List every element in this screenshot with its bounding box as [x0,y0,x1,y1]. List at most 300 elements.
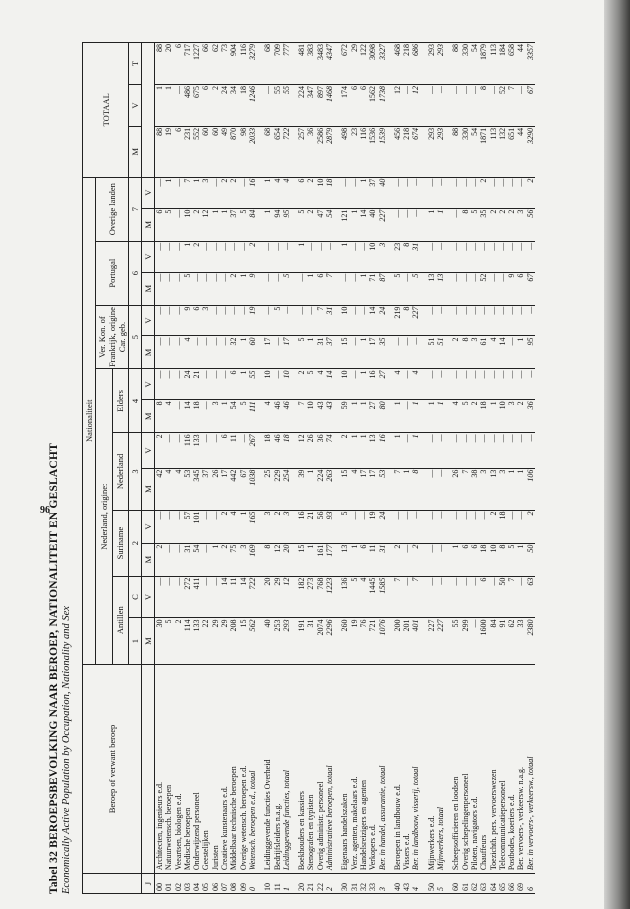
table-cell: 5 [183,272,192,305]
table-row [461,43,470,894]
table-cell: 10 [340,305,349,336]
table-cell: 10 [306,400,315,433]
table-cell: 32 [229,336,238,369]
sex-label: M [142,208,155,241]
occupation-label: Architecten, ingenieurs e.d. [155,664,165,873]
table-cell: 3483 [316,43,325,85]
table-cell: — [297,272,306,305]
table-cell: 106 [526,468,535,510]
table-cell: 1 [340,241,349,272]
occupation-label: Beroepen in landbouw e.d. [393,664,402,873]
table-row [316,43,325,894]
table-cell: 2586 [316,126,325,177]
table-cell: 54 [470,43,479,85]
table-cell: 29 [211,618,220,664]
table-cell: 6 [174,43,183,85]
occupation-code: 09 [239,874,248,894]
table-cell: — [263,241,272,272]
table-cell: 1 [402,468,411,510]
table-cell: 8 [461,336,470,369]
table-row [220,43,229,894]
table-cell: 4347 [325,43,334,85]
table-cell: — [470,85,479,127]
table-cell: 1 [451,543,460,576]
table-cell: 68 [263,43,272,85]
table-cell: 17 [263,336,272,369]
occupation-code: 01 [164,874,173,894]
occupation-code: 60 [451,874,460,894]
sex-label: V [142,433,155,468]
table-cell: 9 [183,305,192,336]
table-cell: 76 [359,618,368,664]
table-cell: 1 [516,543,525,576]
occupation-code: 5 [436,874,445,894]
occupation-code: 30 [340,874,349,894]
table-cell: 55 [273,85,282,127]
column-number: 6 [129,241,142,305]
table-cell: — [350,369,359,400]
table-cell: 15 [340,336,349,369]
table-cell: 14 [239,576,248,618]
table-cell: — [174,369,183,400]
table-cell: — [402,433,411,468]
table-cell: 174 [340,85,349,127]
table-cell: 116 [239,43,248,85]
table-row [350,43,359,894]
table-cell: 299 [461,618,470,664]
table-cell: — [211,177,220,208]
page-number: 96 [40,505,50,516]
table-cell: 3279 [248,43,257,85]
table-cell: — [470,177,479,208]
table-row [229,43,238,894]
table-cell: 2 [393,543,402,576]
table-cell: — [174,85,183,127]
table-cell: 16 [248,177,257,208]
table-cell: — [211,576,220,618]
table-cell: 17 [220,468,229,510]
table-cell: 3290 [526,126,535,177]
table-cell: — [201,543,210,576]
occupation-label: Piloten, navigators e.d. [470,664,479,873]
table-cell: — [164,576,173,618]
table-cell: — [164,305,173,336]
occupation-code: 07 [220,874,229,894]
table-cell: — [451,576,460,618]
table-cell: 27 [368,400,377,433]
table-cell: 1076 [378,618,387,664]
table-cell: 113 [489,126,498,177]
table-cell: 54 [229,400,238,433]
table-cell: — [526,241,535,272]
table-cell: 674 [411,126,420,177]
table-cell: 4 [393,369,402,400]
table-cell: — [340,177,349,208]
table-cell: 1 [393,400,402,433]
table-cell: 50 [526,543,535,576]
table-cell: 14 [359,208,368,241]
table-cell: 218 [402,126,411,177]
table-row [155,43,165,894]
table-cell: — [263,272,272,305]
table-row [306,43,315,894]
table-cell: 6 [201,85,210,127]
table-cell: 6 [479,576,488,618]
occupation-code: 40 [393,874,402,894]
table-cell: — [174,305,183,336]
table-cell: 3 [263,510,272,543]
table-cell: 37 [368,177,377,208]
table-cell: — [461,85,470,127]
table-cell: 2033 [248,126,257,177]
sex-label: V [142,369,155,400]
table-cell: 2 [451,336,460,369]
table-cell: 1 [297,241,306,272]
table-cell: 401 [411,618,420,664]
table-cell: — [436,510,445,543]
table-cell: 1 [192,177,201,208]
table-cell: 14 [325,369,334,400]
table-cell: 5 [306,369,315,400]
nederland-origine-header: Nederland, origine: [96,369,113,664]
table-cell: — [451,241,460,272]
table-row [402,43,411,894]
table-cell: 14 [368,305,377,336]
table-cell: 1738 [378,85,387,127]
table-cell: 2 [516,400,525,433]
table-cell: 17 [359,468,368,510]
table-cell: — [393,208,402,241]
table-cell: 3 [239,543,248,576]
table-cell: 2 [174,618,183,664]
occupation-label: Overig schepelingenpersoneel [461,664,470,873]
table-cell: — [402,336,411,369]
table-cell: — [192,272,201,305]
table-cell: 73 [220,43,229,85]
table-cell: 218 [402,43,411,85]
table-cell: 552 [192,126,201,177]
column-number: 2 [129,510,142,576]
table-cell: 6 [174,126,183,177]
table-row [325,43,334,894]
rotated-table-block [48,38,596,894]
table-cell: 84 [248,208,257,241]
table-cell: 114 [183,618,192,664]
table-cell: — [325,241,334,272]
column-number: 3 [129,433,142,510]
table-cell: 25 [263,468,272,510]
table-cell: 229 [273,468,282,510]
table-row [526,43,535,894]
table-cell: 14 [498,336,507,369]
occupation-label: Chauffeurs [479,664,488,873]
table-cell: — [402,208,411,241]
table-cell: 34 [229,85,238,127]
table-cell: 51 [436,336,445,369]
table-cell: 29 [350,43,359,85]
table-cell: — [507,177,516,208]
table-cell: 8 [411,468,420,510]
table-cell: 113 [489,43,498,85]
table-cell: 253 [273,618,282,664]
table-cell: 1 [350,208,359,241]
table-cell: 19 [350,618,359,664]
table-cell: 21 [192,369,201,400]
occupation-code: 0 [248,874,257,894]
table-cell: 3 [201,177,210,208]
table-cell: — [436,369,445,400]
occupation-code: 04 [192,874,201,894]
table-cell: — [402,272,411,305]
table-cell: 672 [340,43,349,85]
table-cell: 54 [470,126,479,177]
table-cell: 1539 [378,126,387,177]
table-row [297,43,306,894]
table-cell: 60 [211,126,220,177]
occupation-label: Stenografen en typisten [306,664,315,873]
table-cell: — [516,369,525,400]
table-cell: 29 [273,576,282,618]
table-cell: 11 [368,543,377,576]
table-cell: 2 [155,543,165,576]
table-cell: 10 [183,208,192,241]
table-cell: 8 [498,543,507,576]
table-cell: — [211,510,220,543]
table-cell: — [461,177,470,208]
table-cell: 1227 [192,43,201,85]
table-cell: 18 [325,177,334,208]
table-cell: 55 [282,85,291,127]
table-cell: 30 [155,618,165,664]
table-cell: 38 [470,468,479,510]
table-cell: 46 [282,400,291,433]
table-cell: — [451,208,460,241]
table-cell: 1 [507,468,516,510]
table-cell: 717 [183,43,192,85]
table-cell: 1 [263,177,272,208]
occupation-label: Bedrijfsleiders n.a.g. [273,664,282,873]
table-cell: 133 [192,618,201,664]
table-cell: 169 [248,543,257,576]
table-cell: — [507,241,516,272]
occupation-code: 50 [427,874,436,894]
table-cell: — [174,336,183,369]
table-cell: — [316,241,325,272]
table-row [359,43,368,894]
table-cell: — [470,576,479,618]
occupation-label: Postbodes, koeriers e.d. [507,664,516,873]
table-cell: 1 [155,85,165,127]
table-cell: 5 [461,400,470,433]
table-cell: 3 [479,468,488,510]
occupation-label: Leidinggevende functies, totaal [282,664,291,873]
table-cell: 132 [498,126,507,177]
occupation-code: 11 [273,874,282,894]
table-cell: — [211,336,220,369]
table-cell: 12 [411,85,420,127]
table-row [498,43,507,894]
table-cell: 12 [393,85,402,127]
table-cell: — [297,305,306,336]
table-cell: 19 [164,126,173,177]
table-cell: 231 [183,126,192,177]
table-cell: — [164,369,173,400]
table-cell: 60 [201,126,210,177]
table-cell: 293 [427,126,436,177]
table-cell: — [526,433,535,468]
table-cell: — [402,576,411,618]
table-cell: 12 [282,576,291,618]
table-cell: 10 [282,369,291,400]
sex-label: V [142,510,155,543]
table-cell: 50 [498,576,507,618]
table-cell: — [211,369,220,400]
occupation-code: 02 [174,874,183,894]
table-cell: 51 [427,336,436,369]
table-cell: 63 [526,576,535,618]
table-cell: 95 [526,336,535,369]
table-cell: 6 [316,272,325,305]
table-cell: 13 [427,272,436,305]
table-cell: 2 [489,510,498,543]
table-cell: 4 [174,468,183,510]
table-cell: — [411,208,420,241]
table-cell: 263 [325,468,334,510]
table-cell: 4 [316,369,325,400]
table-cell: 383 [306,43,315,85]
table-cell: 1 [359,400,368,433]
table-cell: 68 [263,126,272,177]
table-row [201,43,210,894]
table-cell: — [164,510,173,543]
table-cell: 31 [306,618,315,664]
table-cell: — [174,576,183,618]
table-cell: 14 [183,400,192,433]
sex-label: C [129,576,142,618]
occupation-code: 21 [306,874,315,894]
table-cell: — [229,305,238,336]
table-cell: 904 [229,43,238,85]
occupation-code: 32 [359,874,368,894]
table-cell: — [436,241,445,272]
occupation-label: Overig administr. personeel [316,664,325,873]
occupation-label: Ber. in handel, assurantie, totaal [378,664,387,873]
table-row [451,43,460,894]
table-row [393,43,402,894]
table-cell: 52 [498,85,507,127]
table-cell: 4 [282,177,291,208]
table-cell: 16 [368,369,377,400]
table-cell: 49 [220,126,229,177]
table-cell: 219 [393,305,402,336]
table-cell: 2 [411,543,420,576]
table-cell: 2 [248,241,257,272]
table-cell: 5 [507,543,516,576]
table-cell: — [174,241,183,272]
table-cell: — [174,543,183,576]
table-cell: 1 [164,85,173,127]
table-cell: 486 [183,85,192,127]
table-cell: 6 [192,305,201,336]
occupation-label: Toezichth. pers. vervoerswezen [489,664,498,873]
nederland-header: Nederland [112,433,129,510]
table-cell: — [411,177,420,208]
table-cell: — [211,241,220,272]
table-cell: 88 [155,126,165,177]
table-cell: 177 [325,543,334,576]
table-cell: 18 [479,543,488,576]
table-cell: 46 [273,433,282,468]
table-cell: 1562 [368,85,377,127]
table-cell: — [306,305,315,336]
occupation-label: Creatieve kunstenaars e.d. [220,664,229,873]
table-cell: 7 [316,305,325,336]
table-row [516,43,525,894]
table-cell: 17 [368,468,377,510]
table-cell: 1 [359,177,368,208]
table-cell: — [470,433,479,468]
table-cell: 1871 [479,126,488,177]
table-cell: — [498,177,507,208]
table-row [248,43,257,894]
table-cell: 721 [368,618,377,664]
table-cell: 111 [248,400,257,433]
occupation-code: 20 [297,874,306,894]
table-cell: 5 [282,272,291,305]
table-cell: 7 [393,468,402,510]
occupation-label: Eigenaars handelszaken [340,664,349,873]
table-cell: 5 [273,305,282,336]
table-cell: — [164,543,173,576]
occupation-label: Middelbaar technische beroepen [229,664,238,873]
table-cell: — [411,336,420,369]
suriname-header: Suriname [112,510,129,576]
table-cell: 3357 [526,43,535,85]
table-cell: 47 [316,208,325,241]
table-cell: 37 [201,468,210,510]
table-row [507,43,516,894]
table-cell: — [451,85,460,127]
table-cell: 1 [359,272,368,305]
table-cell: — [229,241,238,272]
table-cell: — [516,85,525,127]
table-cell: 208 [229,618,238,664]
occupation-label: Juristen [211,664,220,873]
occupation-label: Mijnwerkers, totaal [436,664,445,873]
table-row [378,43,387,894]
table-cell: 7 [411,576,420,618]
table-cell: 12 [201,208,210,241]
column-number: 5 [129,305,142,369]
occupation-header: Beroep of verwant beroep [83,664,142,873]
table-cell: 43 [316,400,325,433]
table-cell: 184 [498,43,507,85]
table-cell: 10 [340,369,349,400]
table-cell: — [239,177,248,208]
table-cell: 1 [350,433,359,468]
table-cell: 6 [516,272,525,305]
table-cell: 4 [411,369,420,400]
table-cell: — [427,543,436,576]
table-cell: 37 [325,336,334,369]
table-cell: 722 [282,126,291,177]
table-cell: 4 [183,336,192,369]
table-cell: — [155,369,165,400]
table-cell: 39 [297,468,306,510]
table-cell: 116 [359,126,368,177]
table-row [282,43,291,894]
table-cell: 36 [526,400,535,433]
